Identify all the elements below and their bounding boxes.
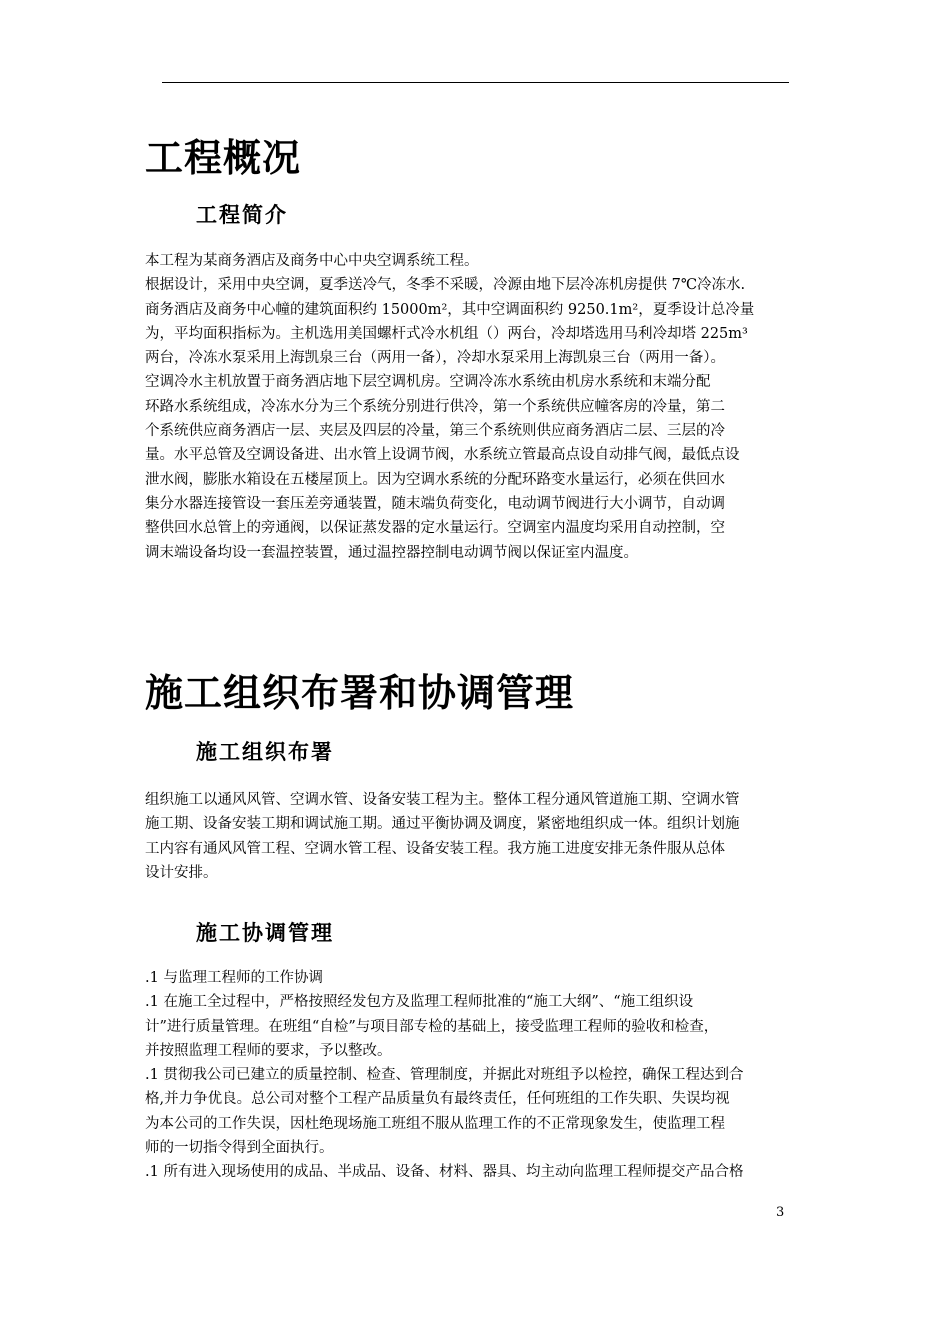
text-line: 两台，冷冻水泵采用上海凯泉三台（两用一备），冷却水泵采用上海凯泉三台（两用一备）。: [145, 350, 725, 367]
text-line: .1 在施工全过程中，严格按照经发包方及监理工程师批准的“施工大纲”、“施工组织设: [145, 994, 694, 1011]
subheading-coordination-management: 施工协调管理: [196, 921, 334, 945]
text-line: .1 贯彻我公司已建立的质量控制、检查、管理制度，并据此对班组予以检控，确保工程达到合: [145, 1067, 744, 1084]
text-line: 师的一切指令得到全面执行。: [145, 1140, 334, 1157]
header-rule: [162, 82, 789, 83]
subheading-organization-layout: 施工组织布署: [196, 740, 334, 764]
text-line: 泄水阀，膨胀水箱设在五楼屋顶上。因为空调水系统的分配环路变水量运行，必须在供回水: [145, 471, 725, 488]
page-number: 3: [776, 1205, 785, 1220]
subheading-project-intro: 工程简介: [196, 203, 288, 227]
coordination-management-paragraph: [145, 966, 809, 1185]
text-line: 格,并力争优良。总公司对整个工程产品质量负有最终责任，任何班组的工作失职、失误均视: [145, 1091, 730, 1108]
text-line: 商务酒店及商务中心幢的建筑面积约 15000m²，其中空调面积约 9250.1m²，夏季设计总冷量: [145, 301, 755, 318]
text-line: 整供回水总管上的旁通阀，以保证蒸发器的定水量运行。空调室内温度均采用自动控制，空: [145, 520, 725, 537]
text-line: 组织施工以通风风管、空调水管、设备安装工程为主。整体工程分通风管道施工期、空调水管: [145, 792, 740, 808]
text-line: .1 所有进入现场使用的成品、半成品、设备、材料、器具、均主动向监理工程师提交产品合格: [145, 1164, 744, 1181]
text-line: 调末端设备均设一套温控装置，通过温控器控制电动调节阀以保证室内温度。: [145, 544, 638, 561]
text-line: 计”进行质量管理。在班组“自检”与项目部专检的基础上，接受监理工程师的验收和检查，: [145, 1018, 719, 1035]
text-line: 工内容有通风风管工程、空调水管工程、设备安装工程。我方施工进度安排无条件服从总体: [145, 840, 725, 857]
text-line: 为本公司的工作失误，因杜绝现场施工班组不服从监理工作的不正常现象发生，使监理工程: [145, 1115, 725, 1132]
text-line: 设计安排。: [145, 864, 218, 881]
text-line: 量。水平总管及空调设备进、出水管上设调节阀，水系统立管最高点设自动排气阀，最低点设: [145, 447, 740, 464]
project-intro-paragraph: [145, 249, 809, 565]
section-heading-overview: 工程概况: [145, 136, 302, 180]
text-line: 本工程为某商务酒店及商务中心中央空调系统工程。: [145, 253, 479, 269]
text-line: .1 与监理工程师的工作协调: [145, 970, 323, 986]
text-line: 空调冷水主机放置于商务酒店地下层空调机房。空调冷冻水系统由机房水系统和末端分配: [145, 374, 711, 391]
text-line: 施工期、设备安装工期和调试施工期。通过平衡协调及调度，紧密地组织成一体。组织计划施: [145, 816, 740, 833]
text-line: 集分水器连接管设一套压差旁通装置，随末端负荷变化，电动调节阀进行大小调节，自动调: [145, 495, 725, 512]
text-line: 并按照监理工程师的要求，予以整改。: [145, 1042, 392, 1059]
text-line: 环路水系统组成，冷冻水分为三个系统分别进行供冷，第一个系统供应幢客房的冷量，第二: [145, 398, 725, 415]
text-line: 为，平均面积指标为。主机选用美国螺杆式冷水机组（）两台，冷却塔选用马利冷却塔 225m³: [145, 325, 748, 342]
text-line: 个系统供应商务酒店一层、夹层及四层的冷量，第三个系统则供应商务酒店二层、三层的冷: [145, 423, 725, 440]
section-heading-organization: 施工组织布署和协调管理: [145, 671, 575, 715]
text-line: 根据设计，采用中央空调，夏季送冷气，冬季不采暖，冷源由地下层冷冻机房提供 7℃冷冻水.: [145, 277, 746, 294]
organization-layout-paragraph: [145, 788, 809, 885]
